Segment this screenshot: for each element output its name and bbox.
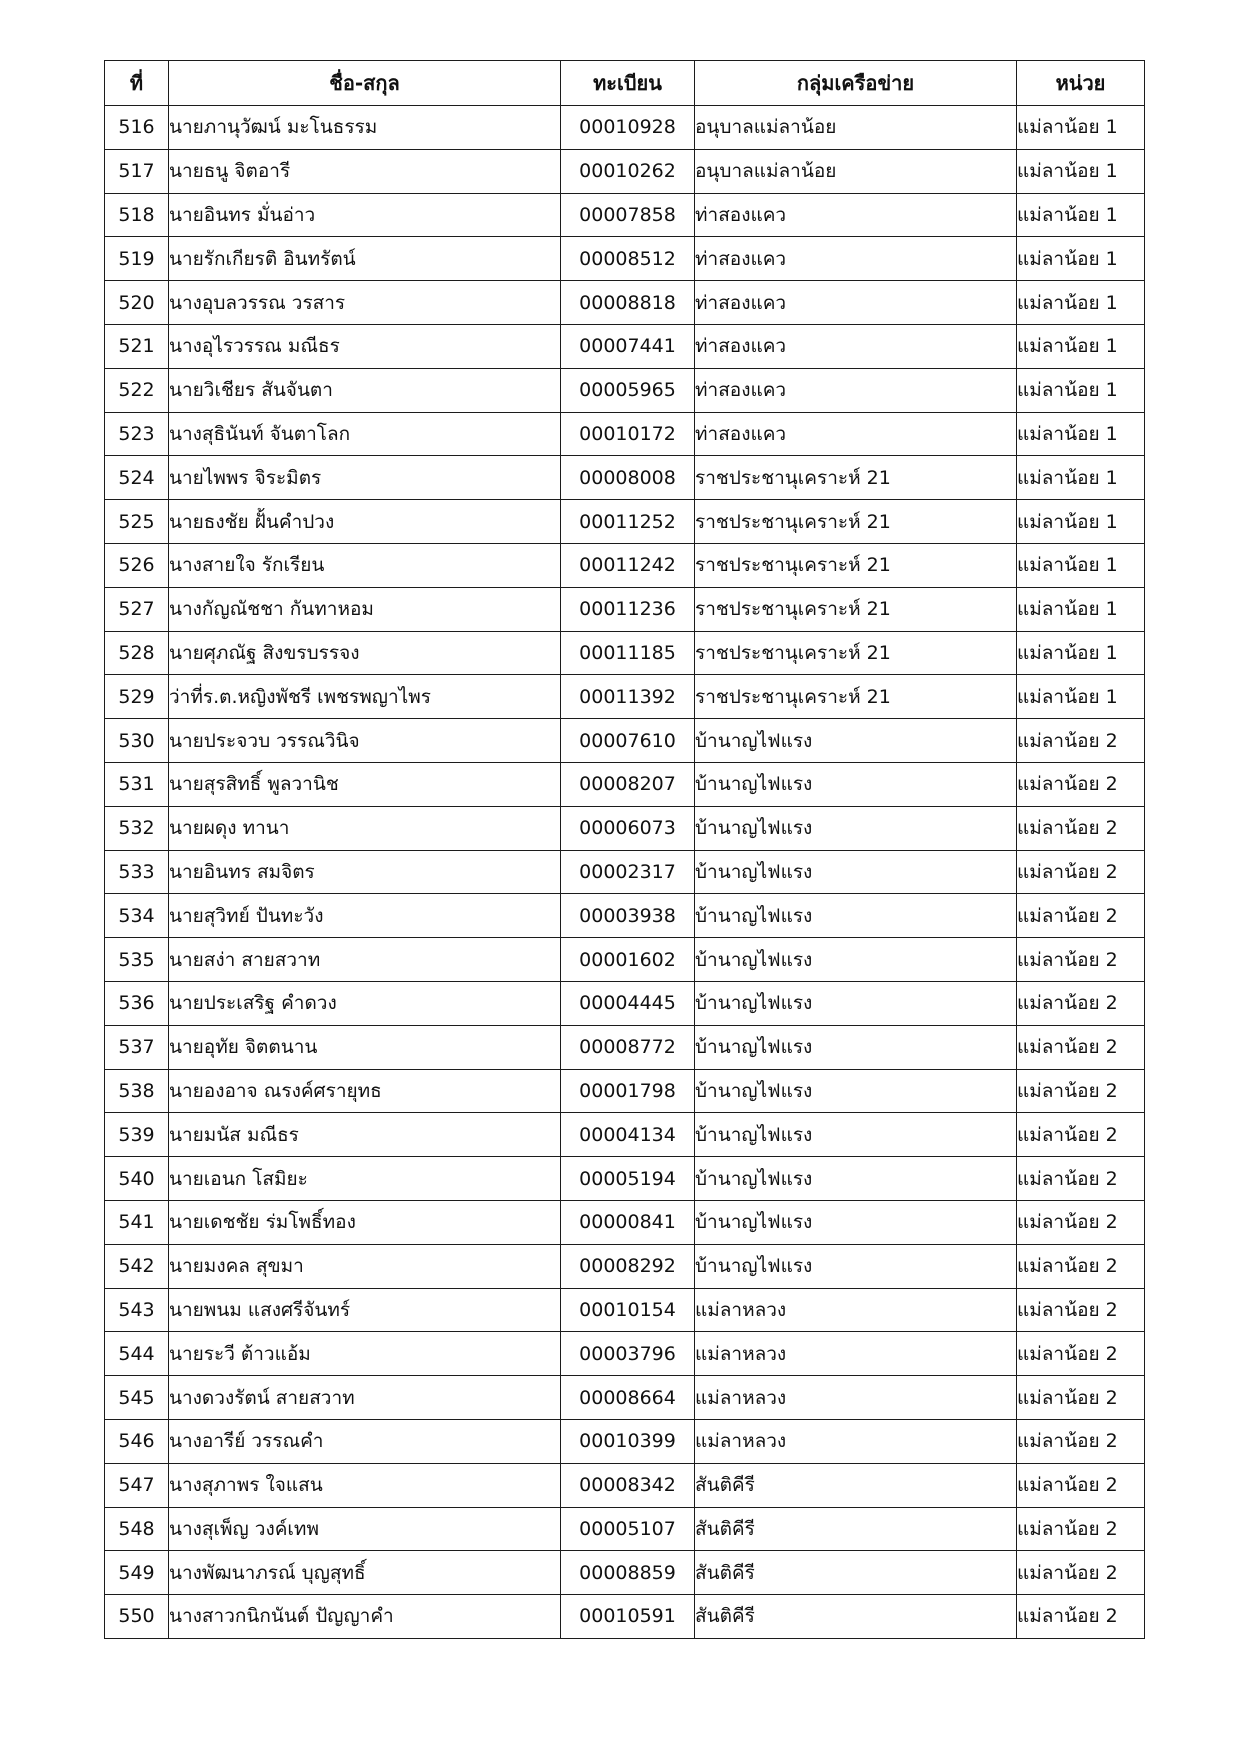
cell-no: 517 xyxy=(105,149,169,193)
cell-no: 541 xyxy=(105,1200,169,1244)
cell-unit: แม่ลาน้อย 1 xyxy=(1017,675,1145,719)
table-row xyxy=(105,1507,1145,1551)
cell-registration: 00001798 xyxy=(561,1069,695,1113)
cell-unit: แม่ลาน้อย 1 xyxy=(1017,281,1145,325)
cell-registration: 00011236 xyxy=(561,587,695,631)
cell-registration: 00010399 xyxy=(561,1419,695,1463)
cell-no: 539 xyxy=(105,1113,169,1157)
cell-unit: แม่ลาน้อย 2 xyxy=(1017,719,1145,763)
cell-no: 520 xyxy=(105,281,169,325)
header-network-group: กลุ่มเครือข่าย xyxy=(695,61,1017,106)
cell-no: 516 xyxy=(105,106,169,150)
cell-name: นายระวี ต้าวแอ้ม xyxy=(169,1332,561,1376)
roster-body xyxy=(105,106,1145,1639)
cell-name: นายไพพร จิระมิตร xyxy=(169,456,561,500)
cell-unit: แม่ลาน้อย 2 xyxy=(1017,1463,1145,1507)
cell-network-group: บ้านาญไฟแรง xyxy=(695,850,1017,894)
cell-network-group: สันติคีรี xyxy=(695,1463,1017,1507)
cell-unit: แม่ลาน้อย 2 xyxy=(1017,1507,1145,1551)
table-row xyxy=(105,981,1145,1025)
table-row xyxy=(105,850,1145,894)
cell-name: นางสุธินันท์ จันตาโลก xyxy=(169,412,561,456)
cell-name: นายมงคล สุขมา xyxy=(169,1244,561,1288)
cell-name: นายสง่า สายสวาท xyxy=(169,938,561,982)
table-row xyxy=(105,106,1145,150)
table-row xyxy=(105,1288,1145,1332)
cell-no: 532 xyxy=(105,806,169,850)
cell-registration: 00008207 xyxy=(561,762,695,806)
cell-network-group: ราชประชานุเคราะห์ 21 xyxy=(695,587,1017,631)
cell-no: 538 xyxy=(105,1069,169,1113)
cell-network-group: บ้านาญไฟแรง xyxy=(695,762,1017,806)
cell-registration: 00008772 xyxy=(561,1025,695,1069)
cell-network-group: บ้านาญไฟแรง xyxy=(695,1025,1017,1069)
cell-no: 530 xyxy=(105,719,169,763)
cell-registration: 00005965 xyxy=(561,368,695,412)
table-row xyxy=(105,762,1145,806)
cell-unit: แม่ลาน้อย 2 xyxy=(1017,806,1145,850)
table-row xyxy=(105,1244,1145,1288)
cell-unit: แม่ลาน้อย 1 xyxy=(1017,324,1145,368)
cell-unit: แม่ลาน้อย 2 xyxy=(1017,894,1145,938)
cell-name: นายธงชัย ฝั้นคำปวง xyxy=(169,500,561,544)
cell-no: 528 xyxy=(105,631,169,675)
cell-no: 533 xyxy=(105,850,169,894)
cell-registration: 00008292 xyxy=(561,1244,695,1288)
cell-network-group: สันติคีรี xyxy=(695,1551,1017,1595)
table-row xyxy=(105,1376,1145,1420)
cell-unit: แม่ลาน้อย 1 xyxy=(1017,587,1145,631)
cell-unit: แม่ลาน้อย 2 xyxy=(1017,1551,1145,1595)
cell-name: นางกัญณัชชา กันทาหอม xyxy=(169,587,561,631)
cell-name: นายผดุง ทานา xyxy=(169,806,561,850)
table-row xyxy=(105,324,1145,368)
cell-no: 524 xyxy=(105,456,169,500)
cell-unit: แม่ลาน้อย 2 xyxy=(1017,938,1145,982)
header-no: ที่ xyxy=(105,61,169,106)
cell-registration: 00010172 xyxy=(561,412,695,456)
cell-no: 529 xyxy=(105,675,169,719)
cell-name: นายประจวบ วรรณวินิจ xyxy=(169,719,561,763)
cell-name: นายอินทร มั่นอ่าว xyxy=(169,193,561,237)
cell-unit: แม่ลาน้อย 2 xyxy=(1017,1025,1145,1069)
cell-name: นายภานุวัฒน์ มะโนธรรม xyxy=(169,106,561,150)
cell-no: 525 xyxy=(105,500,169,544)
cell-no: 545 xyxy=(105,1376,169,1420)
table-row xyxy=(105,1157,1145,1201)
cell-unit: แม่ลาน้อย 1 xyxy=(1017,193,1145,237)
cell-unit: แม่ลาน้อย 1 xyxy=(1017,412,1145,456)
cell-network-group: แม่ลาหลวง xyxy=(695,1376,1017,1420)
cell-unit: แม่ลาน้อย 2 xyxy=(1017,981,1145,1025)
table-row xyxy=(105,631,1145,675)
cell-registration: 00002317 xyxy=(561,850,695,894)
cell-no: 549 xyxy=(105,1551,169,1595)
cell-unit: แม่ลาน้อย 1 xyxy=(1017,149,1145,193)
cell-network-group: บ้านาญไฟแรง xyxy=(695,806,1017,850)
cell-name: นายเอนก โสมิยะ xyxy=(169,1157,561,1201)
cell-registration: 00007441 xyxy=(561,324,695,368)
cell-name: นางอุบลวรรณ วรสาร xyxy=(169,281,561,325)
cell-network-group: ท่าสองแคว xyxy=(695,324,1017,368)
cell-network-group: แม่ลาหลวง xyxy=(695,1419,1017,1463)
cell-network-group: ราชประชานุเคราะห์ 21 xyxy=(695,456,1017,500)
cell-network-group: ท่าสองแคว xyxy=(695,193,1017,237)
cell-unit: แม่ลาน้อย 2 xyxy=(1017,1113,1145,1157)
cell-unit: แม่ลาน้อย 1 xyxy=(1017,106,1145,150)
cell-registration: 00010591 xyxy=(561,1595,695,1639)
cell-registration: 00003796 xyxy=(561,1332,695,1376)
cell-name: นางอุไรวรรณ มณีธร xyxy=(169,324,561,368)
cell-no: 540 xyxy=(105,1157,169,1201)
cell-unit: แม่ลาน้อย 2 xyxy=(1017,1244,1145,1288)
table-row xyxy=(105,149,1145,193)
cell-unit: แม่ลาน้อย 2 xyxy=(1017,1069,1145,1113)
cell-registration: 00008818 xyxy=(561,281,695,325)
cell-unit: แม่ลาน้อย 2 xyxy=(1017,1376,1145,1420)
cell-registration: 00004445 xyxy=(561,981,695,1025)
header-row xyxy=(105,61,1145,106)
table-row xyxy=(105,193,1145,237)
cell-registration: 00004134 xyxy=(561,1113,695,1157)
cell-no: 536 xyxy=(105,981,169,1025)
cell-unit: แม่ลาน้อย 1 xyxy=(1017,631,1145,675)
table-row xyxy=(105,806,1145,850)
cell-no: 547 xyxy=(105,1463,169,1507)
cell-no: 521 xyxy=(105,324,169,368)
cell-name: นายพนม แสงศรีจันทร์ xyxy=(169,1288,561,1332)
table-row xyxy=(105,237,1145,281)
cell-registration: 00010154 xyxy=(561,1288,695,1332)
table-row xyxy=(105,1419,1145,1463)
table-row xyxy=(105,281,1145,325)
cell-no: 518 xyxy=(105,193,169,237)
cell-registration: 00000841 xyxy=(561,1200,695,1244)
cell-unit: แม่ลาน้อย 2 xyxy=(1017,762,1145,806)
cell-network-group: บ้านาญไฟแรง xyxy=(695,1113,1017,1157)
cell-name: ว่าที่ร.ต.หญิงพัชรี เพชรพญาไพร xyxy=(169,675,561,719)
cell-unit: แม่ลาน้อย 2 xyxy=(1017,1419,1145,1463)
cell-name: นายเดชชัย ร่มโพธิ์ทอง xyxy=(169,1200,561,1244)
cell-unit: แม่ลาน้อย 1 xyxy=(1017,543,1145,587)
cell-network-group: บ้านาญไฟแรง xyxy=(695,894,1017,938)
cell-network-group: แม่ลาหลวง xyxy=(695,1332,1017,1376)
cell-name: นายรักเกียรติ อินทรัตน์ xyxy=(169,237,561,281)
header-registration: ทะเบียน xyxy=(561,61,695,106)
cell-no: 544 xyxy=(105,1332,169,1376)
table-row xyxy=(105,1551,1145,1595)
cell-no: 526 xyxy=(105,543,169,587)
cell-no: 550 xyxy=(105,1595,169,1639)
cell-network-group: ท่าสองแคว xyxy=(695,368,1017,412)
cell-name: นายประเสริฐ คำดวง xyxy=(169,981,561,1025)
cell-network-group: บ้านาญไฟแรง xyxy=(695,1069,1017,1113)
table-row xyxy=(105,894,1145,938)
cell-network-group: บ้านาญไฟแรง xyxy=(695,719,1017,763)
cell-network-group: บ้านาญไฟแรง xyxy=(695,938,1017,982)
table-row xyxy=(105,543,1145,587)
header-name: ชื่อ-สกุล xyxy=(169,61,561,106)
cell-network-group: ท่าสองแคว xyxy=(695,281,1017,325)
cell-name: นายองอาจ ณรงค์ศรายุทธ xyxy=(169,1069,561,1113)
cell-name: นายธนู จิตอารี xyxy=(169,149,561,193)
cell-unit: แม่ลาน้อย 2 xyxy=(1017,1288,1145,1332)
cell-name: นายอินทร สมจิตร xyxy=(169,850,561,894)
cell-registration: 00011252 xyxy=(561,500,695,544)
cell-registration: 00007610 xyxy=(561,719,695,763)
table-row xyxy=(105,412,1145,456)
cell-registration: 00011185 xyxy=(561,631,695,675)
table-row xyxy=(105,500,1145,544)
cell-no: 537 xyxy=(105,1025,169,1069)
header-unit: หน่วย xyxy=(1017,61,1145,106)
cell-no: 527 xyxy=(105,587,169,631)
cell-registration: 00001602 xyxy=(561,938,695,982)
table-row xyxy=(105,1463,1145,1507)
cell-unit: แม่ลาน้อย 1 xyxy=(1017,456,1145,500)
cell-network-group: บ้านาญไฟแรง xyxy=(695,1244,1017,1288)
cell-name: นางดวงรัตน์ สายสวาท xyxy=(169,1376,561,1420)
cell-network-group: ท่าสองแคว xyxy=(695,412,1017,456)
cell-name: นางสายใจ รักเรียน xyxy=(169,543,561,587)
cell-unit: แม่ลาน้อย 2 xyxy=(1017,1200,1145,1244)
table-row xyxy=(105,1200,1145,1244)
cell-no: 546 xyxy=(105,1419,169,1463)
cell-network-group: อนุบาลแม่ลาน้อย xyxy=(695,106,1017,150)
cell-registration: 00010928 xyxy=(561,106,695,150)
table-row xyxy=(105,675,1145,719)
table-row xyxy=(105,1025,1145,1069)
cell-registration: 00008512 xyxy=(561,237,695,281)
cell-registration: 00005107 xyxy=(561,1507,695,1551)
cell-name: นายวิเชียร สันจันตา xyxy=(169,368,561,412)
cell-no: 542 xyxy=(105,1244,169,1288)
cell-network-group: ราชประชานุเคราะห์ 21 xyxy=(695,631,1017,675)
cell-registration: 00011242 xyxy=(561,543,695,587)
cell-name: นายสุรสิทธิ์ พูลวานิช xyxy=(169,762,561,806)
cell-unit: แม่ลาน้อย 2 xyxy=(1017,1595,1145,1639)
cell-network-group: ราชประชานุเคราะห์ 21 xyxy=(695,500,1017,544)
cell-registration: 00008664 xyxy=(561,1376,695,1420)
cell-network-group: อนุบาลแม่ลาน้อย xyxy=(695,149,1017,193)
cell-no: 531 xyxy=(105,762,169,806)
cell-no: 519 xyxy=(105,237,169,281)
table-row xyxy=(105,587,1145,631)
table-row xyxy=(105,938,1145,982)
cell-name: นางอารีย์ วรรณคำ xyxy=(169,1419,561,1463)
cell-no: 548 xyxy=(105,1507,169,1551)
roster-table xyxy=(104,60,1145,1639)
cell-registration: 00008859 xyxy=(561,1551,695,1595)
cell-no: 543 xyxy=(105,1288,169,1332)
cell-network-group: ราชประชานุเคราะห์ 21 xyxy=(695,543,1017,587)
cell-registration: 00007858 xyxy=(561,193,695,237)
cell-registration: 00008342 xyxy=(561,1463,695,1507)
cell-unit: แม่ลาน้อย 1 xyxy=(1017,368,1145,412)
cell-network-group: บ้านาญไฟแรง xyxy=(695,981,1017,1025)
cell-name: นางพัฒนาภรณ์ บุญสุทธิ์ xyxy=(169,1551,561,1595)
cell-network-group: สันติคีรี xyxy=(695,1507,1017,1551)
cell-unit: แม่ลาน้อย 1 xyxy=(1017,237,1145,281)
cell-no: 534 xyxy=(105,894,169,938)
cell-no: 535 xyxy=(105,938,169,982)
table-row xyxy=(105,456,1145,500)
cell-registration: 00010262 xyxy=(561,149,695,193)
cell-name: นางสาวกนิกนันต์ ปัญญาคำ xyxy=(169,1595,561,1639)
cell-registration: 00006073 xyxy=(561,806,695,850)
cell-network-group: ราชประชานุเคราะห์ 21 xyxy=(695,675,1017,719)
cell-name: นางสุภาพร ใจแสน xyxy=(169,1463,561,1507)
cell-name: นายมนัส มณีธร xyxy=(169,1113,561,1157)
cell-network-group: ท่าสองแคว xyxy=(695,237,1017,281)
table-row xyxy=(105,1595,1145,1639)
cell-name: นายสุวิทย์ ปันทะวัง xyxy=(169,894,561,938)
table-row xyxy=(105,1332,1145,1376)
table-row xyxy=(105,1113,1145,1157)
cell-no: 522 xyxy=(105,368,169,412)
cell-registration: 00003938 xyxy=(561,894,695,938)
cell-network-group: บ้านาญไฟแรง xyxy=(695,1157,1017,1201)
cell-unit: แม่ลาน้อย 2 xyxy=(1017,850,1145,894)
cell-registration: 00011392 xyxy=(561,675,695,719)
cell-network-group: สันติคีรี xyxy=(695,1595,1017,1639)
cell-name: นายศุภณัฐ สิงขรบรรจง xyxy=(169,631,561,675)
cell-no: 523 xyxy=(105,412,169,456)
table-row xyxy=(105,1069,1145,1113)
cell-network-group: แม่ลาหลวง xyxy=(695,1288,1017,1332)
cell-unit: แม่ลาน้อย 2 xyxy=(1017,1157,1145,1201)
table-row xyxy=(105,719,1145,763)
cell-unit: แม่ลาน้อย 1 xyxy=(1017,500,1145,544)
cell-registration: 00005194 xyxy=(561,1157,695,1201)
cell-network-group: บ้านาญไฟแรง xyxy=(695,1200,1017,1244)
cell-name: นายอุทัย จิตตนาน xyxy=(169,1025,561,1069)
cell-unit: แม่ลาน้อย 2 xyxy=(1017,1332,1145,1376)
table-row xyxy=(105,368,1145,412)
cell-registration: 00008008 xyxy=(561,456,695,500)
cell-name: นางสุเพ็ญ วงค์เทพ xyxy=(169,1507,561,1551)
